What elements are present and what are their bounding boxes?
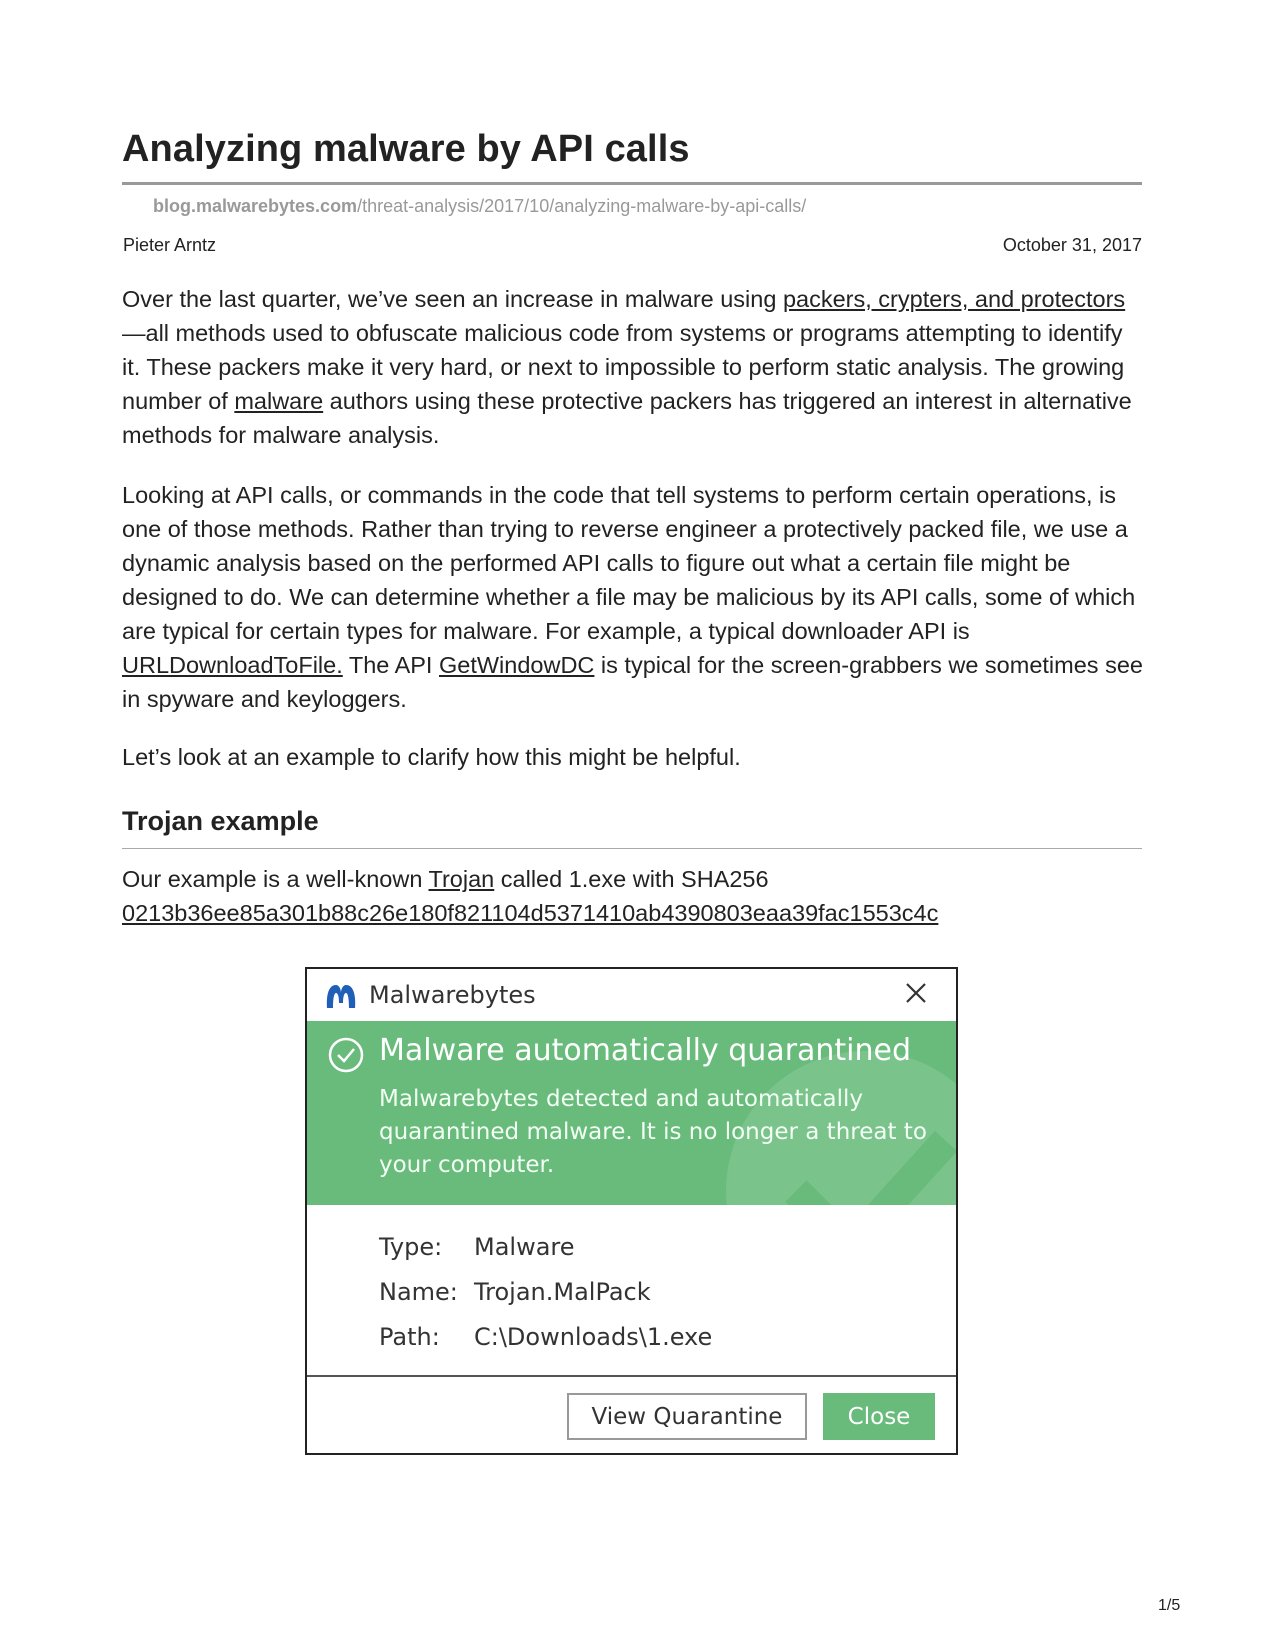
text-run: The API: [342, 652, 439, 678]
paragraph-example-intro: Let’s look at an example to clarify how this might be helpful.: [122, 744, 741, 770]
paragraph-intro: [122, 282, 1144, 452]
dialog-header: [307, 969, 956, 1021]
footer-divider: [307, 1375, 956, 1377]
banner-title: Malware automatically quarantined: [379, 1033, 912, 1068]
paragraph-trojan: [122, 862, 1144, 930]
source-url[interactable]: [153, 196, 806, 217]
detail-label: Name:: [379, 1278, 458, 1306]
link-getwindowdc[interactable]: GetWindowDC: [439, 652, 595, 678]
check-circle-icon: [327, 1036, 365, 1078]
view-quarantine-button[interactable]: View Quarantine: [567, 1393, 807, 1440]
close-button[interactable]: Close: [823, 1393, 935, 1440]
text-run: authors using these protective packers has triggered an interest in alternative methods for malware analysis.: [122, 388, 1132, 448]
text-run: is typical for the screen-grabbers we sometimes see in spyware and keyloggers.: [122, 652, 1143, 712]
paragraph-api-calls: [122, 478, 1144, 716]
author-name: Pieter Arntz: [123, 235, 217, 255]
url-domain: blog.malwarebytes.com: [153, 196, 358, 216]
link-sha256-hash[interactable]: 0213b36ee85a301b88c26e180f821104d5371410ab4390803eaa39fac1553c4c: [122, 900, 939, 926]
link-malware[interactable]: malware: [234, 388, 324, 414]
text-run: Looking at API calls, or commands in the code that tell systems to perform certain operations, is one of those methods. Rather than trying to reverse engineer a protectively packed file, we use a dynamic analysis based on the performed API calls to figure out what a certain file might be designed to do. We can determine whether a file may be malicious by its API calls, some of which are typical for certain types for malware. For example, a typical downloader API is: [122, 482, 1136, 644]
link-trojan[interactable]: Trojan: [428, 866, 495, 892]
title-divider: [122, 182, 1142, 185]
article-title: Analyzing malware by API calls: [122, 128, 690, 170]
publish-date: October 31, 2017: [1002, 235, 1142, 255]
link-packers-crypters-protectors[interactable]: packers, crypters, and protectors: [782, 286, 1126, 312]
detail-row-type: [379, 1233, 899, 1269]
text-run: Our example is a well-known: [122, 866, 429, 892]
detail-label: Path:: [379, 1323, 440, 1351]
section-divider: [122, 848, 1142, 849]
dialog-app-name: Malwarebytes: [369, 981, 536, 1009]
detail-value: C:\Downloads\1.exe: [474, 1323, 713, 1351]
malwarebytes-dialog: [305, 967, 958, 1455]
detail-label: Type:: [379, 1233, 443, 1261]
page-number: 1/5: [1158, 1597, 1181, 1614]
detail-value: Trojan.MalPack: [474, 1278, 651, 1306]
quarantine-banner: [307, 1021, 956, 1205]
link-urldownloadtofile[interactable]: URLDownloadToFile.: [122, 652, 343, 678]
close-icon[interactable]: [904, 981, 928, 1009]
banner-message: Malwarebytes detected and automatically quarantined malware. It is no longer a threat to your computer.: [379, 1086, 927, 1178]
detail-row-name: [379, 1278, 899, 1314]
text-run: Over the last quarter, we’ve seen an increase in malware using: [122, 286, 783, 312]
text-run: called 1.exe with SHA256: [494, 866, 769, 892]
url-path: /threat-analysis/2017/10/analyzing-malware-by-api-calls/: [357, 196, 807, 216]
text-run: —all methods used to obfuscate malicious code from systems or programs attempting to identify it. These packers make it very hard, or next to impossible to perform static analysis. The growing number of: [122, 320, 1125, 414]
section-heading: Trojan example: [122, 806, 319, 836]
malwarebytes-logo-icon: [325, 982, 357, 1014]
detail-value: Malware: [474, 1233, 575, 1261]
detail-row-path: [379, 1323, 899, 1359]
